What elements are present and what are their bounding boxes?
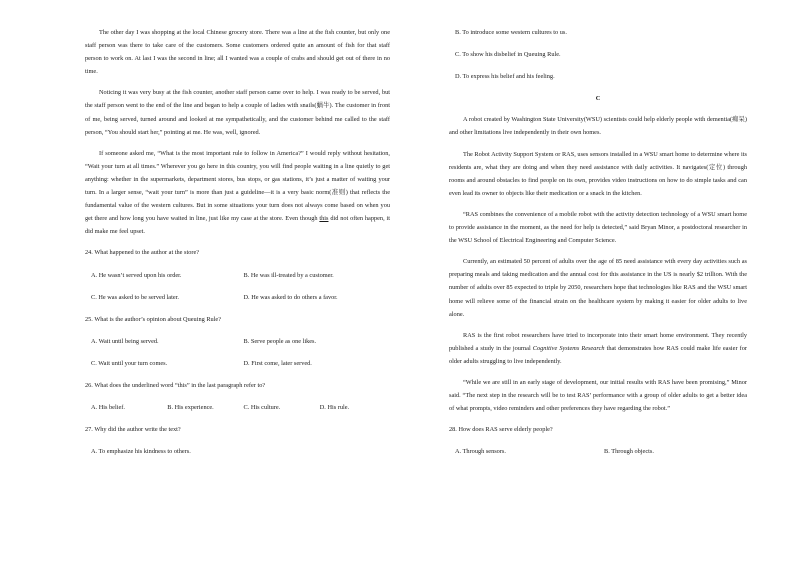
question-26-options — [85, 401, 390, 414]
question-27-option-d: D. To express his belief and his feeling. — [455, 73, 555, 81]
right-column — [449, 26, 747, 467]
question-28-option-b: B. Through objects. — [604, 448, 654, 456]
passage-c-paragraph-2: The Robot Activity Support System or RAS, uses sensors installed in a WSU smart home to determine where its residents are, what they are doing and when they need assistance with daily activities. It navigates(定位) through rooms and around obstacles to find people on its own, provides video instructions on how to do simple tasks and can even lead its owner to objects like their medication or a snack in the kitchen. — [449, 150, 747, 197]
question-27-option-a: A. To emphasize his kindness to others. — [91, 448, 191, 456]
passage-paragraph-3 — [85, 147, 390, 239]
underlined-word-this: this — [319, 215, 329, 223]
question-26-option-b: B. His experience. — [167, 404, 214, 412]
question-24-option-a: A. He wasn’t served upon his order. — [91, 271, 182, 279]
question-24-option-c: C. He was asked to be served later. — [91, 293, 179, 301]
passage-c-paragraph-6: “While we are still in an early stage of development, our initial results with RAS have been promising,” Minor said. “The next step in the research will be to test RAS’ performance with a group of older adults to get a better idea of what prompts, video reminders and other preferences they have regarding the robot.” — [449, 378, 747, 413]
question-25-options-row-2 — [85, 357, 390, 370]
question-25-options-row-1 — [85, 335, 390, 348]
question-27-option-c: C. To show his disbelief in Queuing Rule. — [455, 51, 561, 59]
question-25-stem: 25. What is the author’s opinion about Queuing Rule? — [85, 315, 222, 323]
section-heading-c: C — [595, 95, 601, 103]
question-25-option-b: B. Serve people as one likes. — [243, 337, 317, 345]
passage-c-paragraph-3: “RAS combines the convenience of a mobile robot with the activity detection technology of a WSU smart home to provide assistance in the moment, as the need for help is detected,” said Bryan Minor, a postdoctoral researcher in the WSU School of Electrical Engineering and Computer Science. — [449, 210, 747, 245]
question-24-option-b: B. He was ill-treated by a customer. — [243, 271, 334, 279]
question-27-option-b: B. To introduce some western cultures to us. — [455, 29, 567, 36]
question-26-option-d: D. His rule. — [319, 404, 350, 412]
question-26-stem: 26. What does the underlined word “this” in the last paragraph refer to? — [85, 381, 266, 389]
passage-c-paragraph-5 — [449, 329, 747, 368]
passage-paragraph-1: The other day I was shopping at the local Chinese grocery store. There was a line at the fish counter, but only one staff person was there to take care of the customers. Some customers ordered quite an amount of fish for that staff person to work on. At last I was the second in line; all I wanted was a couple of crabs and should get out of there in no time. — [85, 29, 390, 76]
paragraph-5-text-before: RAS is the first robot researchers have tried to incorporate into their smart home environment. They recently published a study in the journal — [449, 331, 747, 352]
question-28-options — [449, 445, 747, 458]
question-27-stem: 27. Why did the author write the text? — [85, 426, 181, 434]
question-26-option-c: C. His culture. — [243, 404, 281, 412]
question-25-option-c: C. Wait until your turn comes. — [91, 359, 168, 367]
question-25-option-a: A. Wait until being served. — [91, 337, 159, 345]
question-24-stem: 24. What happened to the author at the store? — [85, 249, 200, 257]
journal-title: Cognitive Systems Research — [532, 344, 605, 352]
left-column — [85, 26, 390, 467]
question-24-options-row-2 — [85, 291, 390, 304]
paragraph-5-text-after: that demonstrates how RAS could make life easier for older adults struggling to live independently. — [449, 344, 747, 365]
question-26-option-a: A. His belief. — [91, 404, 125, 412]
passage-paragraph-2: Noticing it was very busy at the fish counter, another staff person came over to help. I was ready to be served, but the staff person went to the end of the line and began to help a couple of ladies with snails(蜗牛). The customer in front of me, being served, turned around and looked at me sympathetically, and the customer behind me called to the staff person, “You should start her,” pointing at me. He was, well, ignored. — [85, 89, 390, 136]
paragraph-3-text-after: did not often happen, it did make me feel upset. — [85, 215, 390, 236]
question-25-option-d: D. First come, later served. — [243, 359, 312, 367]
question-24-options-row-1 — [85, 269, 390, 282]
question-28-stem: 28. How does RAS serve elderly people? — [449, 426, 553, 434]
paragraph-3-text-before: If someone asked me, “What is the most important rule to follow in America?” I would reply without hesitation, “Wait your turn at all times.” Wherever you go here in this country, you will find people waiting in a line quietly to get anything: whether in the supermarkets, department stores, bus stops, or gas stations, it’s just a matter of waiting your turn. In a larger sense, “wait your turn” is more than just a guideline—it is a very basic norm(准则) that reflects the fundamental value of the western cultures. But in some situations your turn does not always come based on when you get there and how long you have waited in line, just like my case at the store. Even though — [85, 149, 390, 223]
passage-c-paragraph-1: A robot created by Washington State University(WSU) scientists could help elderly people with dementia(痴呆) and other limitations live independently in their own homes. — [449, 116, 747, 137]
question-24-option-d: D. He was asked to do others a favor. — [243, 293, 338, 301]
passage-c-paragraph-4: Currently, an estimated 50 percent of adults over the age of 85 need assistance with every day activities such as preparing meals and taking medication and the annual cost for this assistance in the US is nearly $2 trillion. With the number of adults over 85 expected to triple by 2050, researchers hope that technologies like RAS and the WSU smart home will relieve some of the financial strain on the healthcare system by making it easier for older adults to live alone. — [449, 258, 747, 318]
question-28-option-a: A. Through sensors. — [455, 448, 506, 456]
